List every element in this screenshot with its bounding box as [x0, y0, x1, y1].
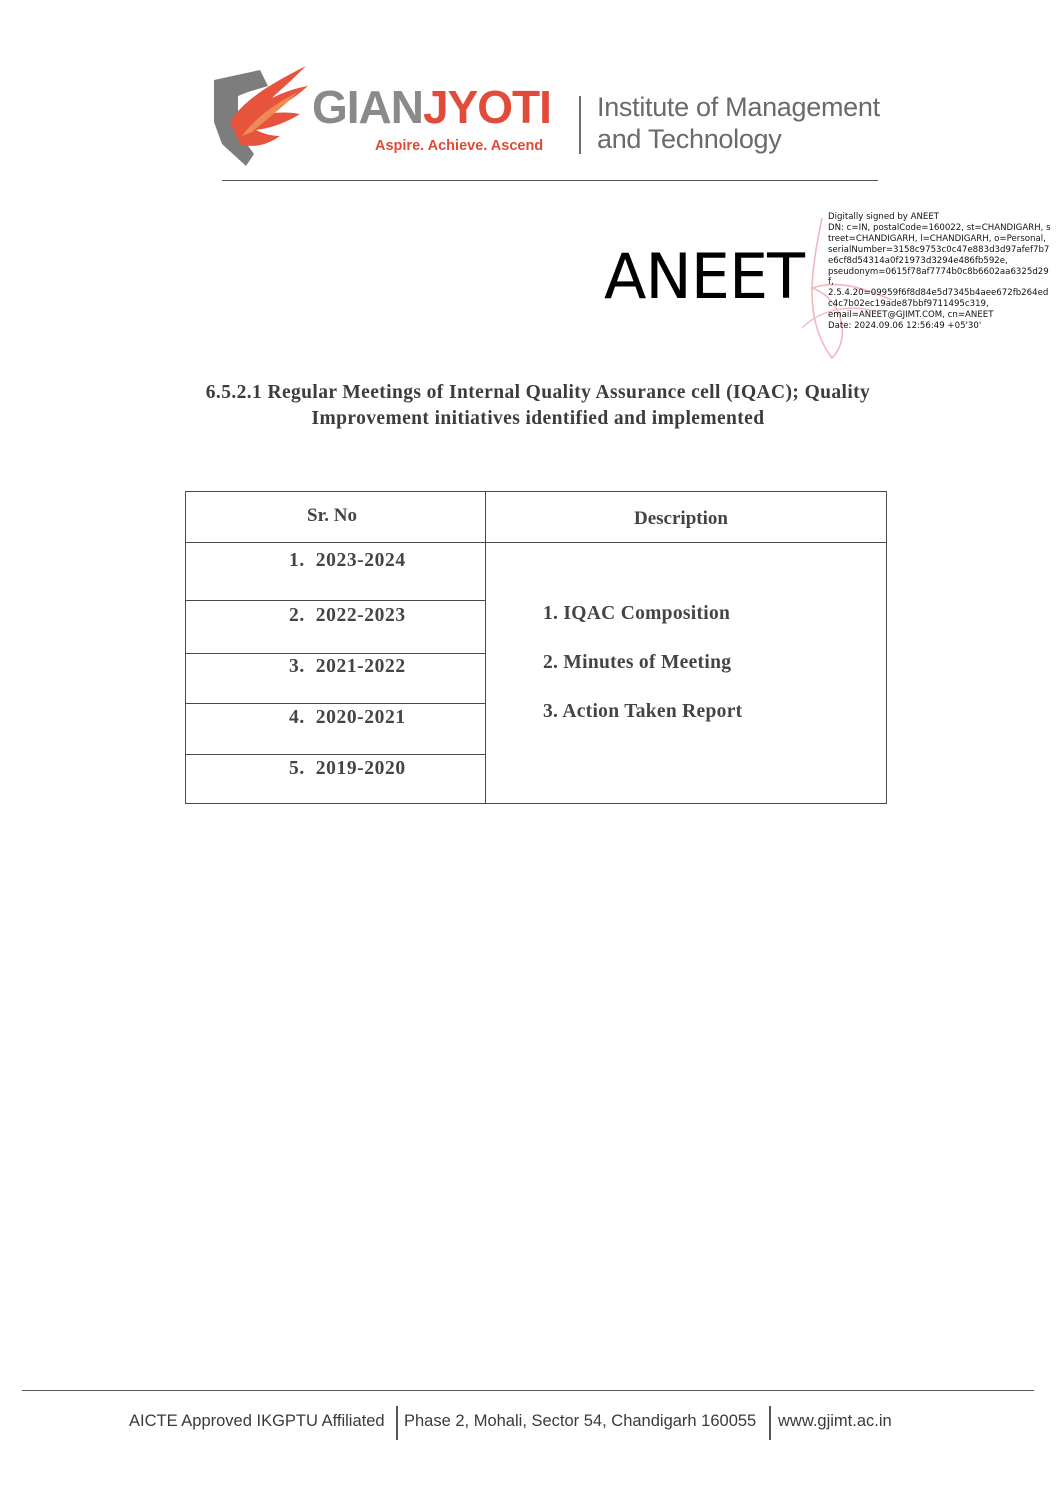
- brand-tagline: Aspire. Achieve. Ascend: [375, 138, 544, 154]
- table-row-rule: [185, 600, 485, 601]
- table-row: 4. 2020-2021: [289, 707, 406, 728]
- footer-approval: AICTE Approved IKGPTU Affiliated: [129, 1412, 385, 1430]
- table-row: 5. 2019-2020: [289, 758, 406, 779]
- table-border-top: [185, 491, 887, 492]
- footer-website-link[interactable]: www.gjimt.ac.in: [778, 1412, 892, 1430]
- table-row: 2. 2022-2023: [289, 605, 406, 626]
- footer-address: Phase 2, Mohali, Sector 54, Chandigarh 160055: [404, 1412, 757, 1430]
- table-border-right: [886, 491, 887, 804]
- footer-divider: [769, 1406, 771, 1440]
- column-header-description: Description: [634, 508, 728, 529]
- table-column-divider: [485, 491, 486, 804]
- table-row-rule: [185, 703, 485, 704]
- table-row: 1. 2023-2024: [289, 550, 406, 571]
- page-title-line2: Improvement initiatives identified and implemented: [311, 408, 765, 429]
- table-border-left: [185, 491, 186, 804]
- iqac-table: [185, 491, 887, 806]
- shield-flame-logo-icon: [208, 62, 318, 170]
- table-row: 3. 2021-2022: [289, 656, 406, 677]
- footer-divider: [396, 1406, 398, 1440]
- header-divider: [579, 96, 581, 154]
- table-header-rule: [185, 542, 887, 543]
- table-row-rule: [185, 653, 485, 654]
- signer-name: ANEET: [604, 240, 805, 313]
- description-item: 3. Action Taken Report: [543, 701, 743, 722]
- brand-wordmark: GIANJYOTI: [312, 81, 551, 133]
- description-item: 2. Minutes of Meeting: [543, 652, 732, 673]
- page-title-line1: 6.5.2.1 Regular Meetings of Internal Quality Assurance cell (IQAC); Quality: [205, 382, 871, 403]
- column-header-sr-no: Sr. No: [307, 505, 357, 526]
- footer-rule: [22, 1390, 1034, 1391]
- description-item: 1. IQAC Composition: [543, 603, 731, 624]
- signature-details: Digitally signed by ANEET DN: c=IN, postalCode=160022, st=CHANDIGARH, street=CHANDIGARH, l=CHANDIGARH, o=Personal, serialNumber=3158c9753c0c47e883d3d97afef7b7e6cf8d54314a0f21973d3294e486fb592e, pseudonym=0615f78af7774b0c8b6602aa6325d29f, 2.5.4.20=09959f6f8d84e5d7345b4aee672fb264edc4c7b02ec19ade87bbf9711495c319, email=ANEET@GJIMT.COM, cn=ANEET Date: 2024.09.06 12:56:49 +05'30': [828, 212, 1051, 332]
- table-border-bottom: [185, 803, 887, 804]
- institute-name-line1: Institute of Management: [597, 92, 880, 122]
- header-rule: [222, 180, 878, 181]
- table-row-rule: [185, 754, 485, 755]
- institute-name-line2: and Technology: [597, 124, 782, 154]
